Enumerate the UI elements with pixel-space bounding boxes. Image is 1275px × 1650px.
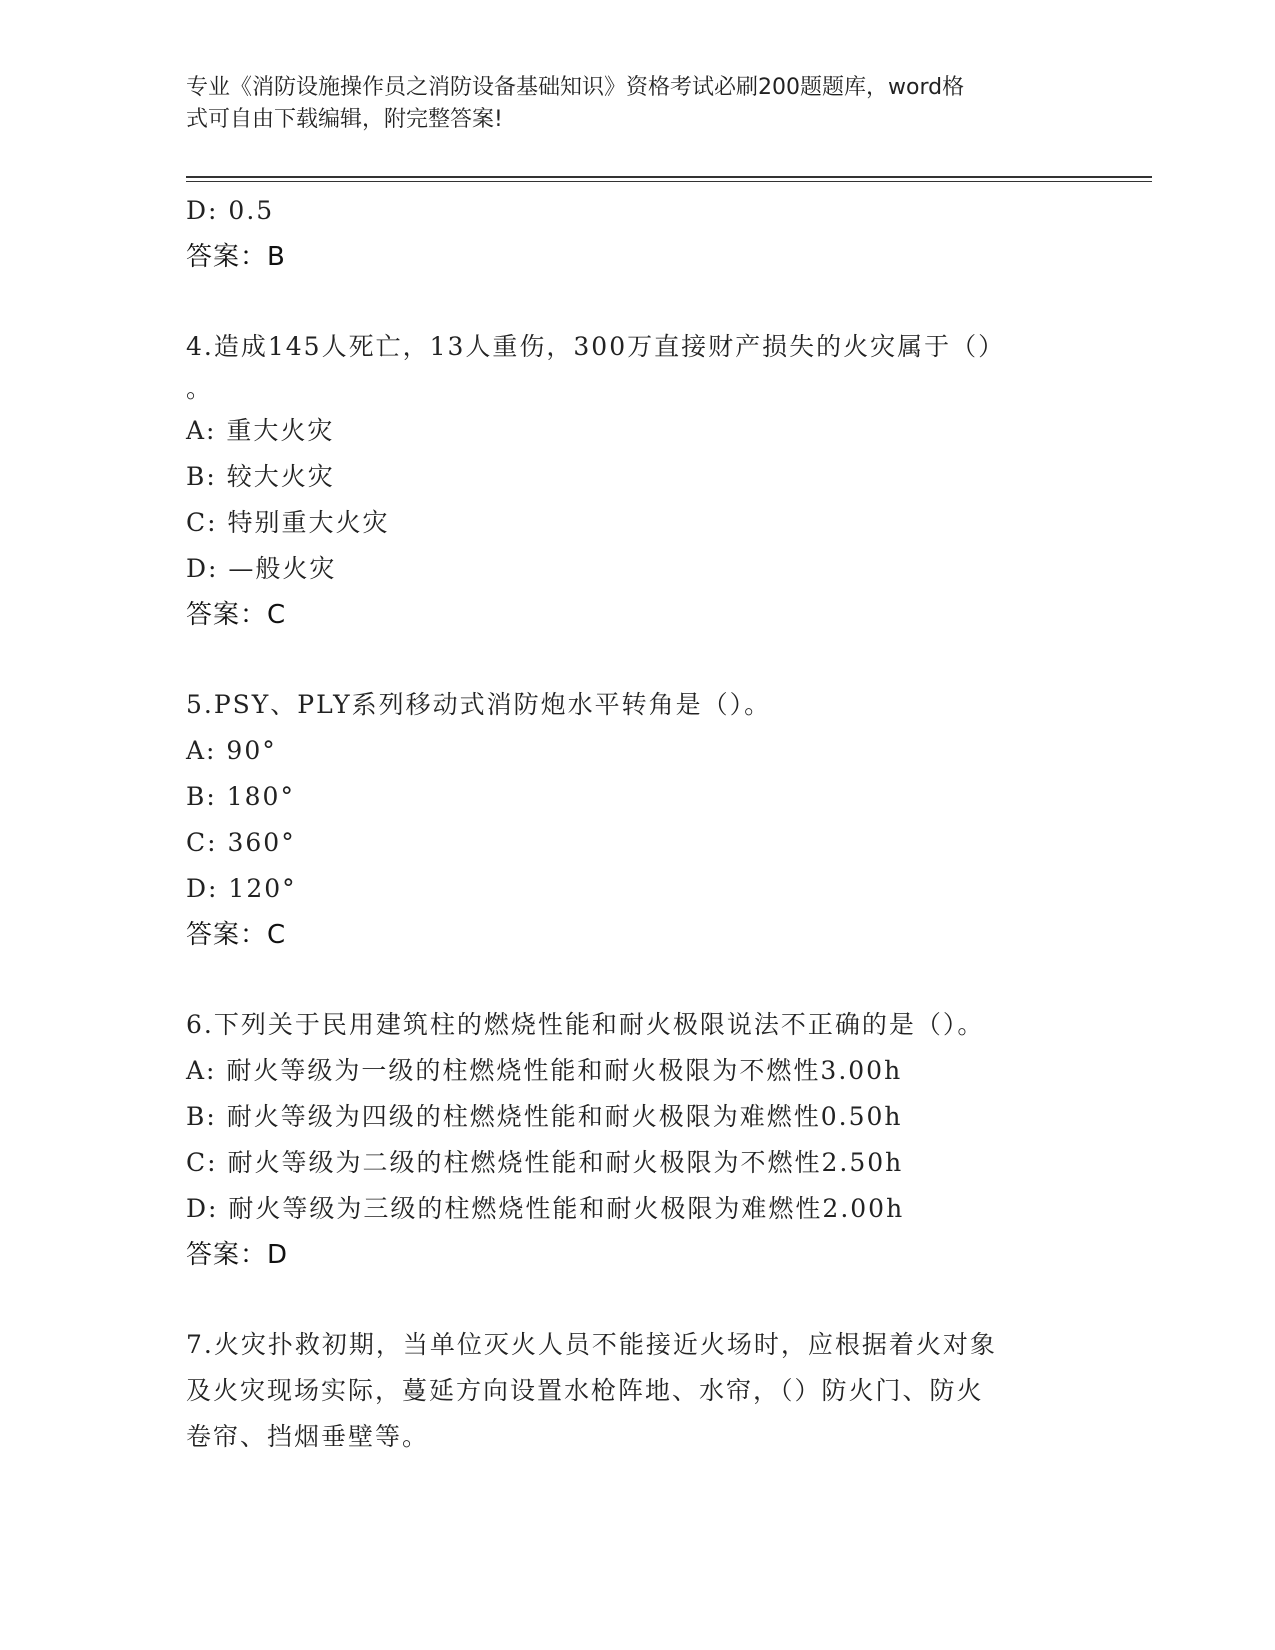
answer: 答案：C bbox=[186, 600, 287, 630]
question-7 bbox=[186, 1322, 1086, 1460]
question-stem-continued: 及火灾现场实际，蔓延方向设置水枪阵地、水帘，（）防火门、防火 bbox=[186, 1376, 984, 1405]
document-header bbox=[186, 72, 1066, 136]
question-stem-continued: 卷帘、挡烟垂壁等。 bbox=[186, 1422, 430, 1451]
option-c: C: 特别重大火灾 bbox=[186, 508, 390, 537]
answer: 答案：B bbox=[186, 242, 286, 272]
option-a: A: 耐火等级为一级的柱燃烧性能和耐火极限为不燃性3.00h bbox=[186, 1056, 903, 1085]
question-stem: 7.火灾扑救初期，当单位灭火人员不能接近火场时，应根据着火对象 bbox=[186, 1330, 997, 1359]
question-stem: 5.PSY、PLY系列移动式消防炮水平转角是（）。 bbox=[186, 690, 772, 719]
option-d: D: 120° bbox=[186, 874, 297, 903]
question-stem: 4.造成145人死亡，13人重伤，300万直接财产损失的火灾属于（） bbox=[186, 332, 1006, 361]
answer: 答案：C bbox=[186, 920, 287, 950]
option-c: C: 360° bbox=[186, 828, 296, 857]
question-stem-continued: 。 bbox=[186, 374, 214, 403]
header-divider-thin bbox=[186, 181, 1152, 182]
question-5 bbox=[186, 682, 1086, 958]
header-line-1: 专业《消防设施操作员之消防设备基础知识》资格考试必刷200题题库，word格 bbox=[186, 75, 965, 100]
option-b: B: 耐火等级为四级的柱燃烧性能和耐火极限为难燃性0.50h bbox=[186, 1102, 903, 1131]
option-b: B: 较大火灾 bbox=[186, 462, 335, 491]
option-d: D: —般火灾 bbox=[186, 554, 337, 583]
header-line-2: 式可自由下载编辑，附完整答案! bbox=[186, 107, 503, 132]
option-d: D: 耐火等级为三级的柱燃烧性能和耐火极限为难燃性2.00h bbox=[186, 1194, 905, 1223]
option-a: A: 90° bbox=[186, 736, 277, 765]
question-4 bbox=[186, 324, 1086, 638]
answer: 答案：D bbox=[186, 1240, 289, 1270]
option-c: C: 耐火等级为二级的柱燃烧性能和耐火极限为不燃性2.50h bbox=[186, 1148, 904, 1177]
question-list bbox=[186, 188, 1086, 1460]
question-6 bbox=[186, 1002, 1086, 1278]
option-d: D: 0.5 bbox=[186, 196, 275, 225]
option-b: B: 180° bbox=[186, 782, 295, 811]
question-stem: 6.下列关于民用建筑柱的燃烧性能和耐火极限说法不正确的是（）。 bbox=[186, 1010, 985, 1039]
option-a: A: 重大火灾 bbox=[186, 416, 335, 445]
header-divider-thick bbox=[186, 176, 1152, 178]
question-3-tail bbox=[186, 188, 1086, 280]
